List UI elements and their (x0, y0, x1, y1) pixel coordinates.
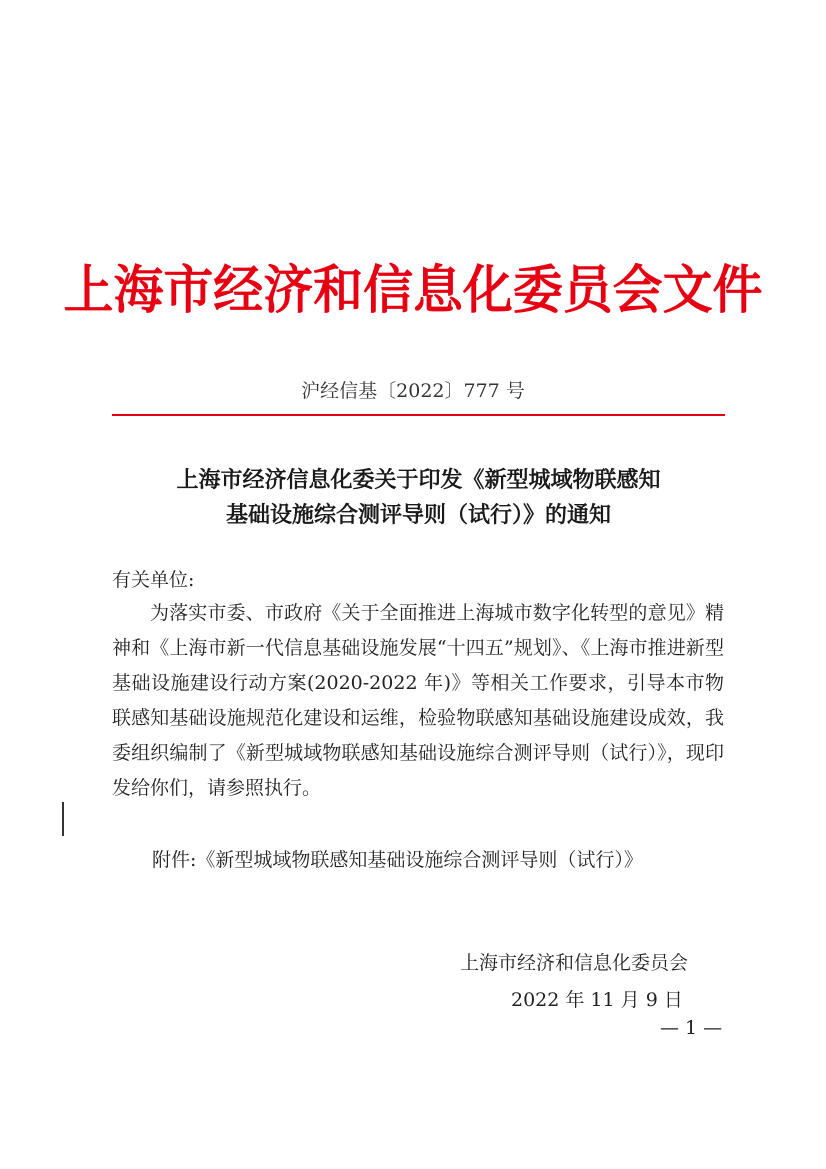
text-cursor (62, 802, 64, 836)
document-number: 沪经信基〔2022〕777 号 (301, 380, 525, 402)
red-divider-line (112, 414, 725, 416)
attachment-line: 附件:《新型城域物联感知基础设施综合测评导则（试行）》 (152, 849, 643, 871)
signature-org: 上海市经济和信息化委员会 (460, 952, 689, 974)
org-header-title: 上海市经济和信息化委员会文件 (63, 260, 763, 321)
salutation: 有关单位: (112, 569, 195, 591)
notice-title (112, 463, 725, 533)
body-paragraph: 为落实市委、市政府《关于全面推进上海城市数字化转型的意见》精神和《上海市新一代信息基础设施发展“十四五”规划》、《上海市推进新型基础设施建设行动方案(2020-2022 年)》等相关工作要求，引导本市物联感知基础设施规范化建设和运维，检验物联感知基础设施建设成效，我委组织编制了《新型城域物联感知基础设施综合测评导则（试行）》，现印发给你们，请参照执行。 (112, 602, 724, 799)
notice-title-line-2: 基础设施综合测评导则（试行）》的通知 (225, 502, 611, 528)
page-number: — 1 — (660, 1017, 723, 1039)
notice-title-line-1: 上海市经济信息化委关于印发《新型城域物联感知 (176, 467, 661, 493)
signature-date: 2022 年 11 月 9 日 (511, 989, 683, 1011)
